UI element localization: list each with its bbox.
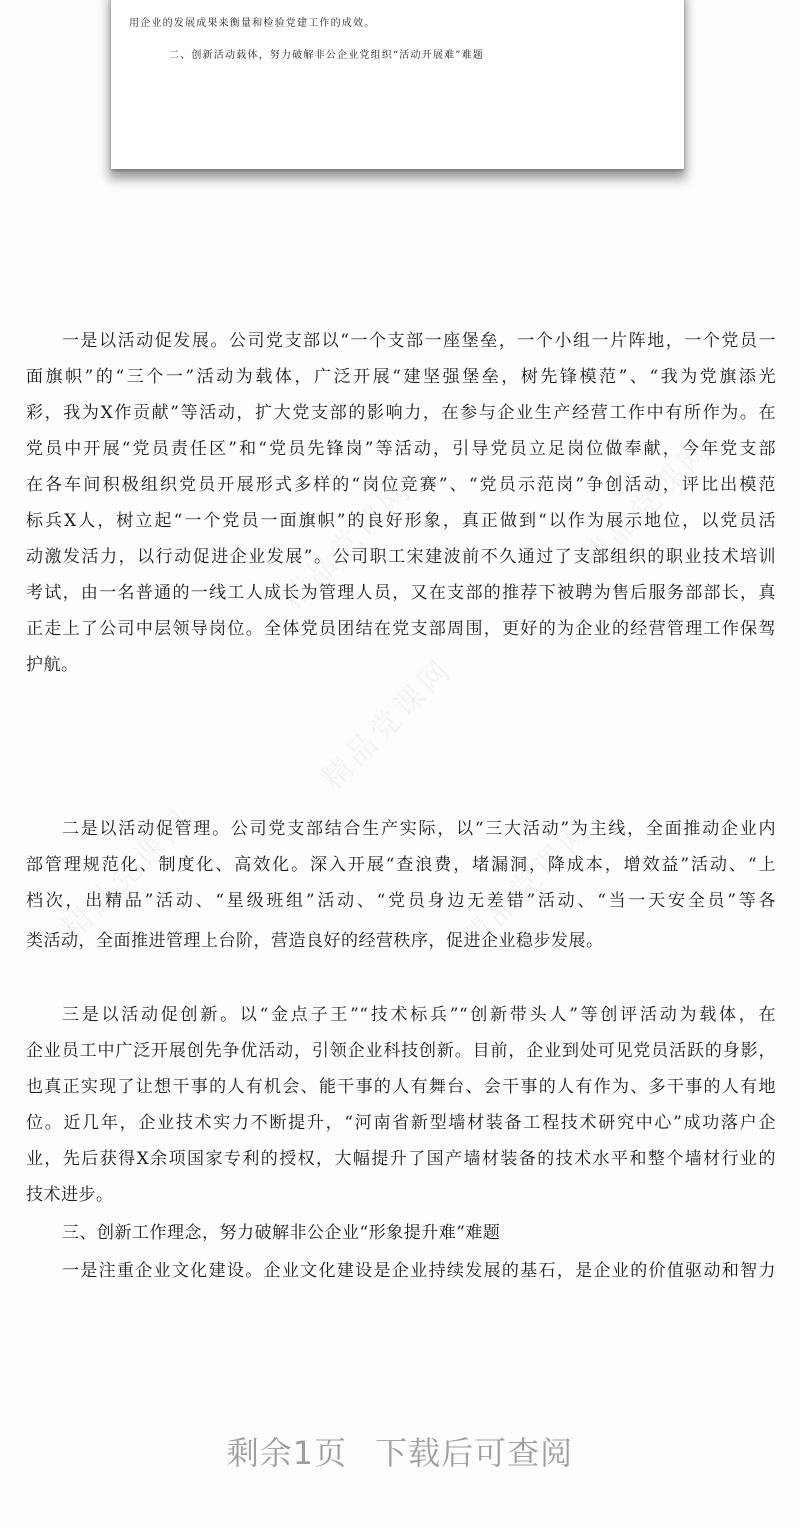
paragraph-line: 在各车间积极组织党员开展形式多样的“岗位竞赛”、“党员示范岗”争创活动，评比出模范 xyxy=(26,475,776,495)
paragraph-line: 面旗帜”的“三个一”活动为载体，广泛开展“建坚强堡垒，树先锋模范”、“我为党旗添光 xyxy=(26,367,776,387)
paragraph-line: 二是以活动促管理。公司党支部结合生产实际，以“三大活动”为主线，全面推动企业内 xyxy=(62,819,776,839)
paragraph-line: 技术进步。 xyxy=(26,1185,114,1205)
paragraph-line: 部管理规范化、制度化、高效化。深入开展“查浪费，堵漏洞，降成本，增效益”活动、“上 xyxy=(26,855,776,875)
paragraph-line: 企业员工中广泛开展创先争优活动，引领企业科技创新。目前，企业到处可见党员活跃的身影， xyxy=(26,1041,776,1061)
remaining-pages-label: 剩余1页 xyxy=(226,1434,348,1472)
paragraph-line: 动激发活力，以行动促进企业发展”。公司职工宋建波前不久通过了支部组织的职业技术培训 xyxy=(26,547,776,567)
paragraph-line: 一是以活动促发展。公司党支部以“一个支部一座堡垒，一个小组一片阵地，一个党员一 xyxy=(62,331,776,351)
paragraph-line: 类活动，全面推进管理上台阶，营造良好的经营秩序，促进企业稳步发展。 xyxy=(26,931,604,951)
paragraph-line: 党员中开展“党员责任区”和“党员先锋岗”等活动，引导党员立足岗位做奉献，今年党支部 xyxy=(26,439,776,459)
paragraph-line: 正走上了公司中层领导岗位。全体党员团结在党支部周围，更好的为企业的经营管理工作保驾 xyxy=(26,619,776,639)
paragraph-line: 一是注重企业文化建设。企业文化建设是企业持续发展的基石，是企业的价值驱动和智力 xyxy=(62,1261,776,1281)
previous-page-heading: 二、创新活动载体，努力破解非公企业党组织“活动开展难”难题 xyxy=(169,50,485,61)
previous-page-preview xyxy=(111,0,684,169)
paragraph-line: 标兵X人，树立起“一个党员一面旗帜”的良好形象，真正做到“以作为展示地位，以党员活 xyxy=(26,511,776,531)
paragraph-line: 也真正实现了让想干事的人有机会、能干事的人有舞台、会干事的人有作为、多干事的人有地 xyxy=(26,1077,776,1097)
download-prompt[interactable] xyxy=(0,1428,800,1474)
paragraph-line: 考试，由一名普通的一线工人成长为管理人员，又在支部的推荐下被聘为售后服务部部长，真 xyxy=(26,583,776,603)
download-hint-label: 下载后可查阅 xyxy=(375,1434,574,1472)
previous-page-line: 用企业的发展成果来衡量和检验党建工作的成效。 xyxy=(129,18,376,29)
paragraph-line: 业，先后获得X余项国家专利的授权，大幅提升了国产墙材装备的技术水平和整个墙材行业的 xyxy=(26,1149,776,1169)
paragraph-line: 护航。 xyxy=(26,655,79,675)
paragraph-line: 位。近几年，企业技术实力不断提升，“河南省新型墙材装备工程技术研究中心”成功落户企 xyxy=(26,1113,776,1133)
paragraph-line: 彩，我为X作贡献”等活动，扩大党支部的影响力，在参与企业生产经营工作中有所作为。在 xyxy=(26,403,776,423)
paragraph-line: 档次，出精品”活动、“星级班组”活动、“党员身边无差错”活动、“当一天安全员”等各 xyxy=(26,891,776,911)
paragraph-line: 三是以活动促创新。以“金点子王”“技术标兵”“创新带头人”等创评活动为载体，在 xyxy=(62,1005,776,1025)
section-heading: 三、创新工作理念，努力破解非公企业“形象提升难”难题 xyxy=(62,1223,501,1243)
